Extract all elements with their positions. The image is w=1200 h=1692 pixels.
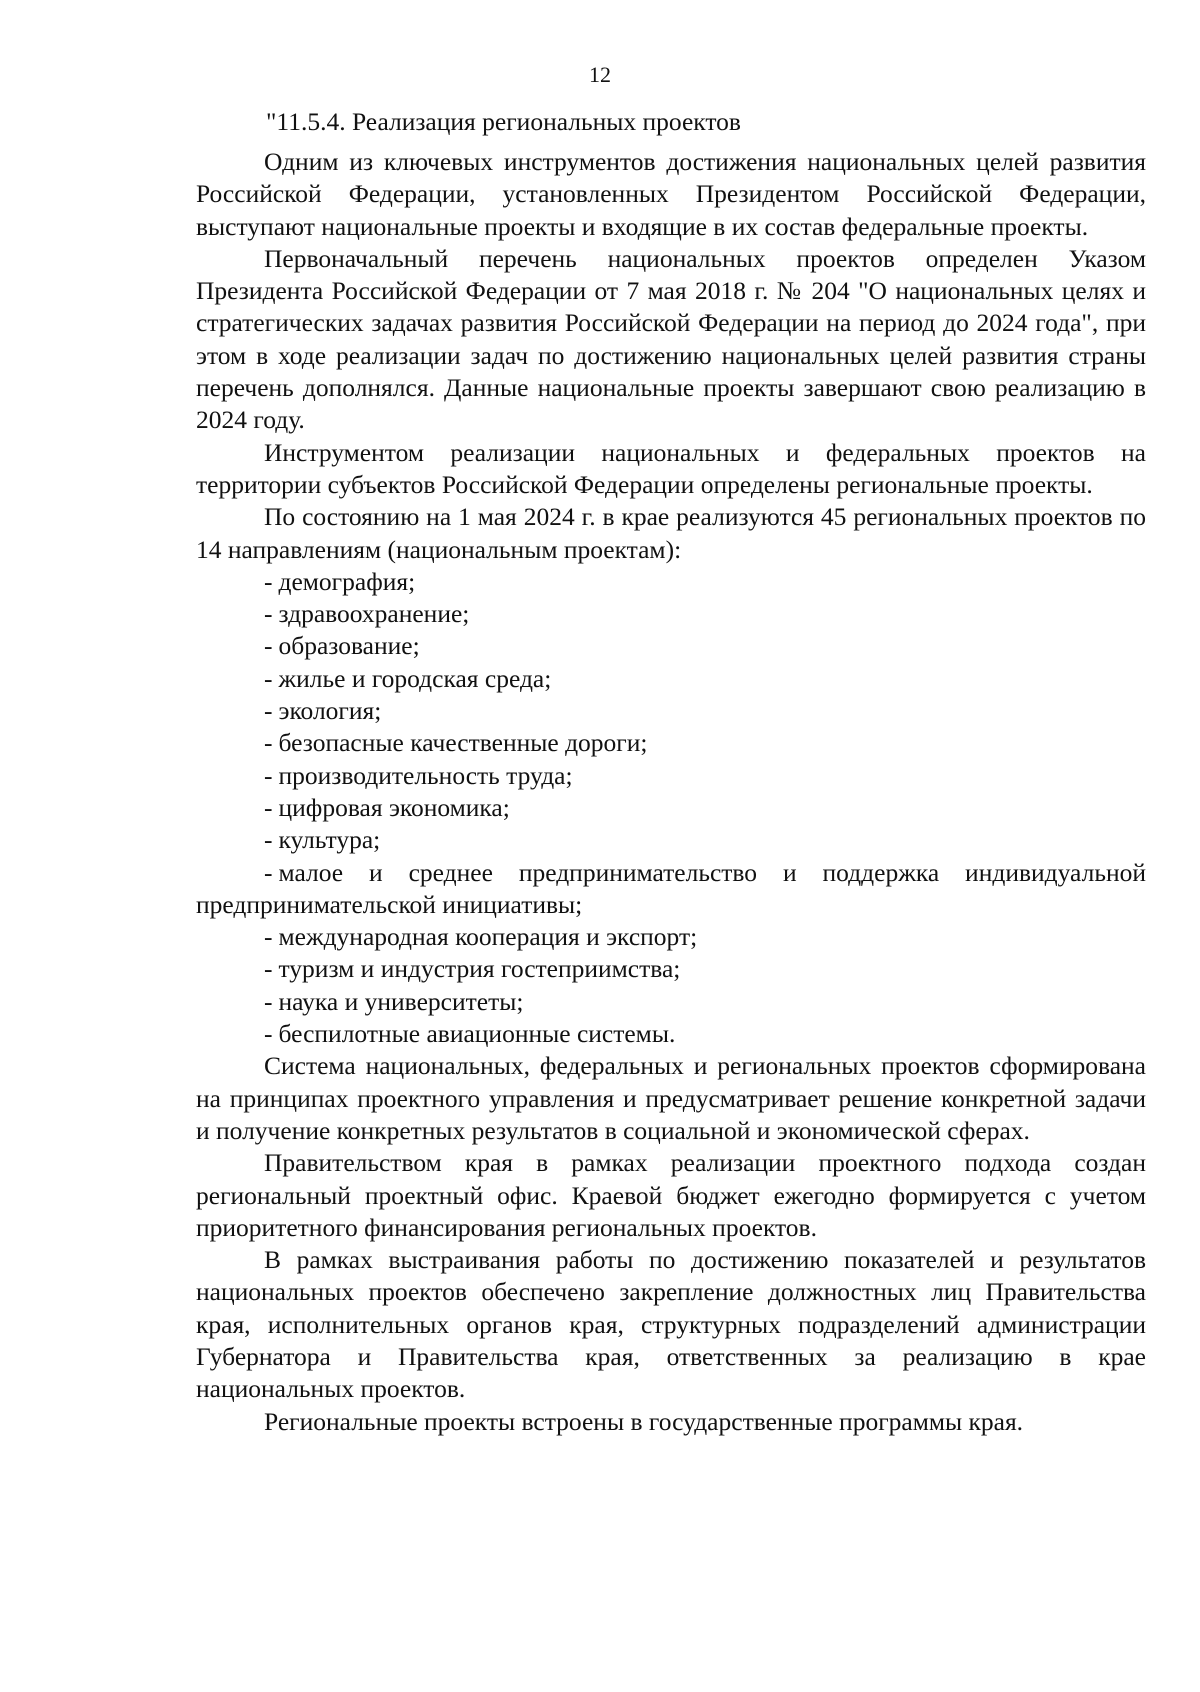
paragraph-initial-list-decree: Первоначальный перечень национальных проектов определен Указом Президента Российской Федерации от 7 мая 2018 г. № 204 "О национальных целях и стратегических задачах развития Российской Федерации на период до 2024 года", при этом в ходе реализации задач по достижению национальных целей развития страны перечень дополнялся. Данные национальные проекты завершают свою реализацию в 2024 году. — [196, 243, 1146, 435]
list-item-healthcare: - здравоохранение; — [264, 599, 470, 629]
list-item-housing: - жилье и городская среда; — [264, 663, 552, 693]
paragraph-project-system: Система национальных, федеральных и региональных проектов сформирована на принципах проектного управления и предусматривает решение конкретной задачи и получение конкретных результатов в социальной и экономической сферах. — [196, 1051, 1146, 1145]
paragraph-state-programs: Региональные проекты встроены в государственные программы края. — [264, 1406, 1024, 1436]
section-heading: "11.5.4. Реализация региональных проектов — [266, 107, 741, 136]
paragraph-national-projects-intro: Одним из ключевых инструментов достижения национальных целей развития Российской Федерации, установленных Президентом Российской Федерации, выступают национальные проекты и входящие в их состав федеральные проекты. — [196, 147, 1146, 241]
list-item-digital-economy: - цифровая экономика; — [264, 792, 510, 822]
list-item-culture: - культура; — [264, 825, 381, 855]
paragraph-status-may-2024: По состоянию на 1 мая 2024 г. в крае реализуются 45 региональных проектов по 14 направлениям (национальным проектам): — [196, 502, 1146, 564]
list-item-tourism: - туризм и индустрия гостеприимства; — [264, 954, 681, 984]
list-item-unmanned-aviation: - беспилотные авиационные системы. — [264, 1019, 676, 1049]
list-item-international-cooperation: - международная кооперация и экспорт; — [264, 922, 698, 952]
list-item-demography: - демография; — [264, 566, 416, 596]
paragraph-regional-projects-tool: Инструментом реализации национальных и федеральных проектов на территории субъектов Российской Федерации определены региональные проекты. — [196, 437, 1146, 499]
paragraph-responsible-officials: В рамках выстраивания работы по достижению показателей и результатов национальных проектов обеспечено закрепление должностных лиц Правительства края, исполнительных органов края, структурных подразделений администрации Губернатора и Правительства края, ответственных за реализацию в крае национальных проектов. — [196, 1245, 1146, 1404]
list-item-education: - образование; — [264, 631, 420, 661]
list-item-small-business: - малое и среднее предпринимательство и поддержка индивидуальной предпринимательской инициативы; — [196, 857, 1146, 919]
paragraph-project-office: Правительством края в рамках реализации проектного подхода создан региональный проектный офис. Краевой бюджет ежегодно формируется с учетом приоритетного финансирования региональных проектов. — [196, 1148, 1146, 1242]
list-item-roads: - безопасные качественные дороги; — [264, 728, 648, 758]
list-item-ecology: - экология; — [264, 696, 382, 726]
document-body — [196, 106, 1146, 1438]
page-number: 12 — [589, 62, 611, 87]
directions-list — [196, 566, 1146, 1050]
list-item-labor-productivity: - производительность труда; — [264, 760, 573, 790]
list-item-science: - наука и университеты; — [264, 986, 524, 1016]
